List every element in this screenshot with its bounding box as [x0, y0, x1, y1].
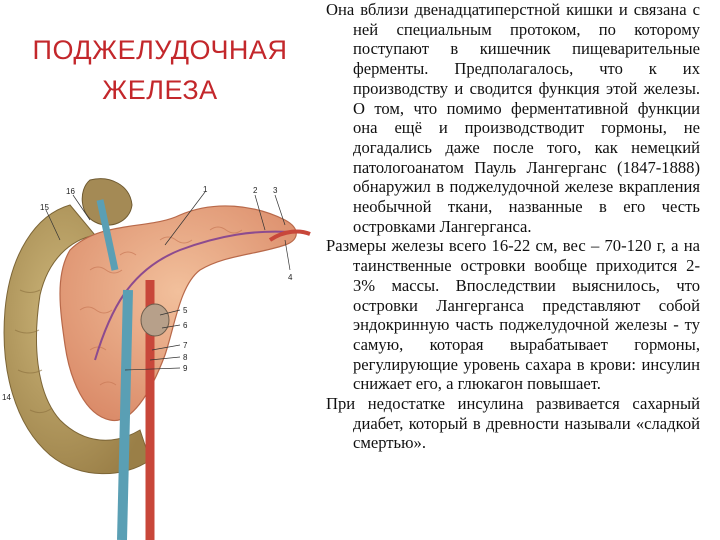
callout-1: 1	[203, 185, 208, 194]
callout-8: 8	[183, 353, 188, 362]
title-line-2: ЖЕЛЕЗА	[102, 75, 218, 105]
body-text	[326, 0, 700, 453]
callout-2: 2	[253, 186, 258, 195]
callout-7: 7	[183, 341, 188, 350]
paragraph-3: При недостатке инсулина развивается сахарный диабет, который в древности называли «сладкой смертью».	[326, 394, 700, 453]
pancreas	[60, 206, 296, 421]
pancreas-illustration	[0, 160, 330, 540]
paragraph-1: Она вблизи двенадцатиперстной кишки и связана с ней специальным протоком, по которому поступают в кишечник пищеварительные ферменты. Предполагалось, что к их производству и сводится функция этой железы. О том, что помимо ферментативной функции она ещё и производстводит гормоны, не догадались даже после того, как немецкий патологоанатом Пауль Лангерганс (1847-1888) обнаружил в поджелудочной железе вкрапления необычной ткани, названные в его честь островками Лангерганса.	[326, 0, 700, 236]
pancreas-anatomy-drawing	[0, 160, 330, 540]
callout-15: 15	[40, 203, 49, 212]
callout-16: 16	[66, 187, 75, 196]
callout-14: 14	[2, 393, 11, 402]
callout-3: 3	[273, 186, 278, 195]
callout-9: 9	[183, 364, 188, 373]
callout-4: 4	[288, 273, 293, 282]
callout-5: 5	[183, 306, 188, 315]
paragraph-2: Размеры железы всего 16-22 см, вес – 70-120 г, а на таинственные островки вообще приходится 2-3% массы. Впоследствии выяснилось, что островки Лангерганса представляют собой эндокринную часть поджелудочной железы - ту самую, которая вырабатывает гормоны, регулирующие уровень сахара в крови: инсулин снижает его, а глюкагон повышает.	[326, 236, 700, 394]
title-line-1: ПОДЖЕЛУДОЧНАЯ	[32, 35, 288, 65]
slide-title	[0, 30, 320, 110]
vessel-cross-section	[141, 304, 169, 336]
callout-6: 6	[183, 321, 188, 330]
vein	[122, 290, 128, 540]
